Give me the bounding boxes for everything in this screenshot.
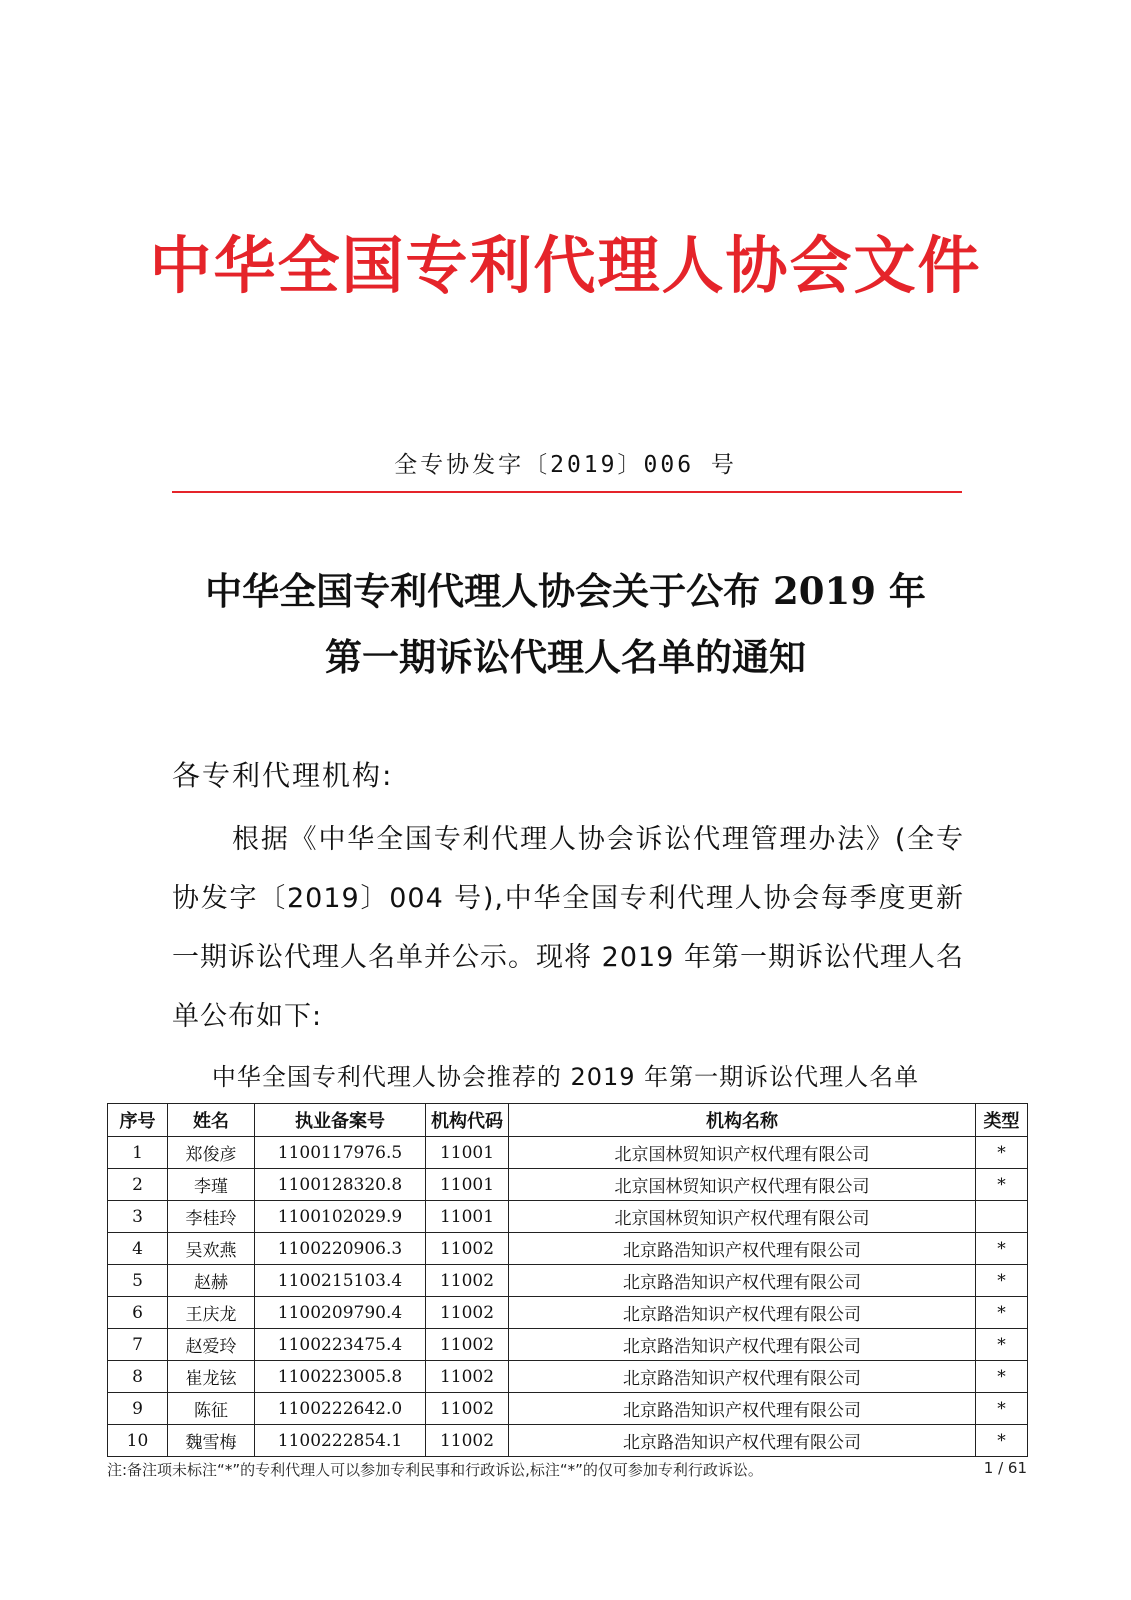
table-cell: 崔龙铉 xyxy=(168,1361,255,1393)
page-number: 1 / 61 xyxy=(983,1459,1027,1477)
table-cell: 2 xyxy=(108,1169,168,1201)
table-row xyxy=(108,1137,1028,1169)
column-header: 序号 xyxy=(108,1104,168,1137)
table-cell: 陈征 xyxy=(168,1393,255,1425)
table-cell: 北京路浩知识产权代理有限公司 xyxy=(509,1265,976,1297)
notice-title-line-2: 第一期诉讼代理人名单的通知 xyxy=(325,635,806,679)
footer-note: 注:备注项未标注“*”的专利代理人可以参加专利民事和行政诉讼,标注“*”的仅可参加专利行政诉讼。 xyxy=(107,1461,763,1479)
table-cell: 5 xyxy=(108,1265,168,1297)
document-number: 全专协发字〔2019〕006 号 xyxy=(394,452,737,478)
table-cell: 王庆龙 xyxy=(168,1297,255,1329)
table-cell: 11002 xyxy=(426,1425,509,1457)
column-header: 类型 xyxy=(976,1104,1028,1137)
table-cell: 3 xyxy=(108,1201,168,1233)
column-header: 姓名 xyxy=(168,1104,255,1137)
notice-title-line-1: 中华全国专利代理人协会关于公布 2019 年 xyxy=(205,569,926,613)
table-cell: 赵爱玲 xyxy=(168,1329,255,1361)
table-cell: 吴欢燕 xyxy=(168,1233,255,1265)
table-cell: 11002 xyxy=(426,1297,509,1329)
table-cell: 北京国林贸知识产权代理有限公司 xyxy=(509,1201,976,1233)
table-row xyxy=(108,1233,1028,1265)
table-cell: 1100215103.4 xyxy=(255,1265,426,1297)
table-cell: 郑俊彦 xyxy=(168,1137,255,1169)
table-cell: 北京路浩知识产权代理有限公司 xyxy=(509,1361,976,1393)
table-row xyxy=(108,1361,1028,1393)
table-cell: * xyxy=(976,1329,1028,1361)
table-cell: 北京路浩知识产权代理有限公司 xyxy=(509,1233,976,1265)
table-row xyxy=(108,1393,1028,1425)
table-cell: * xyxy=(976,1297,1028,1329)
table-cell: 1100209790.4 xyxy=(255,1297,426,1329)
table-cell: 1100222854.1 xyxy=(255,1425,426,1457)
table-cell: * xyxy=(976,1361,1028,1393)
litigation-agent-table xyxy=(107,1103,1028,1457)
table-cell: 11002 xyxy=(426,1233,509,1265)
table-cell: 赵赫 xyxy=(168,1265,255,1297)
table-cell: 1100220906.3 xyxy=(255,1233,426,1265)
table-cell: 北京路浩知识产权代理有限公司 xyxy=(509,1425,976,1457)
column-header: 机构名称 xyxy=(509,1104,976,1137)
table-cell: 1100222642.0 xyxy=(255,1393,426,1425)
table-cell: 1100223475.4 xyxy=(255,1329,426,1361)
table-cell: * xyxy=(976,1137,1028,1169)
table-cell: 魏雪梅 xyxy=(168,1425,255,1457)
table-cell: * xyxy=(976,1265,1028,1297)
table-cell: 1100223005.8 xyxy=(255,1361,426,1393)
table-cell: 4 xyxy=(108,1233,168,1265)
table-cell: 11002 xyxy=(426,1329,509,1361)
table-cell: 1100102029.9 xyxy=(255,1201,426,1233)
table-cell: 北京路浩知识产权代理有限公司 xyxy=(509,1393,976,1425)
table-row xyxy=(108,1265,1028,1297)
column-header: 执业备案号 xyxy=(255,1104,426,1137)
table-cell: 10 xyxy=(108,1425,168,1457)
table-cell: 9 xyxy=(108,1393,168,1425)
table-cell: 11001 xyxy=(426,1201,509,1233)
table-cell: 李瑾 xyxy=(168,1169,255,1201)
table-header-row xyxy=(108,1104,1028,1137)
table-cell: 1100128320.8 xyxy=(255,1169,426,1201)
table-cell: 11002 xyxy=(426,1361,509,1393)
table-cell: 6 xyxy=(108,1297,168,1329)
table-cell: 1100117976.5 xyxy=(255,1137,426,1169)
table-cell: 11002 xyxy=(426,1393,509,1425)
table-row xyxy=(108,1201,1028,1233)
table-caption: 中华全国专利代理人协会推荐的 2019 年第一期诉讼代理人名单 xyxy=(211,1063,920,1091)
table-cell: 北京路浩知识产权代理有限公司 xyxy=(509,1329,976,1361)
table-row xyxy=(108,1425,1028,1457)
column-header: 机构代码 xyxy=(426,1104,509,1137)
table-cell: 11002 xyxy=(426,1265,509,1297)
table-cell: 7 xyxy=(108,1329,168,1361)
table-cell: 11001 xyxy=(426,1169,509,1201)
body-paragraph: 根据《中华全国专利代理人协会诉讼代理管理办法》(全专协发字〔2019〕004 号),中华全国专利代理人协会每季度更新一期诉讼代理人名单并公示。现将 2019 年第一期诉讼代理人名单公布如下: xyxy=(172,824,964,1032)
table-cell: 北京国林贸知识产权代理有限公司 xyxy=(509,1137,976,1169)
table-cell: 11001 xyxy=(426,1137,509,1169)
header-divider xyxy=(172,491,962,493)
salutation: 各专利代理机构: xyxy=(172,759,394,792)
table-cell: 李桂玲 xyxy=(168,1201,255,1233)
table-cell xyxy=(976,1201,1028,1233)
table-cell: * xyxy=(976,1425,1028,1457)
notice-title xyxy=(0,558,1131,690)
table-cell: 北京路浩知识产权代理有限公司 xyxy=(509,1297,976,1329)
table-row xyxy=(108,1329,1028,1361)
table-cell: 北京国林贸知识产权代理有限公司 xyxy=(509,1169,976,1201)
table-cell: * xyxy=(976,1169,1028,1201)
document-header-title: 中华全国专利代理人协会文件 xyxy=(149,229,982,302)
table-row xyxy=(108,1297,1028,1329)
table-row xyxy=(108,1169,1028,1201)
table-cell: * xyxy=(976,1233,1028,1265)
table-cell: 1 xyxy=(108,1137,168,1169)
table-cell: * xyxy=(976,1393,1028,1425)
footer xyxy=(107,1459,1027,1480)
table-cell: 8 xyxy=(108,1361,168,1393)
